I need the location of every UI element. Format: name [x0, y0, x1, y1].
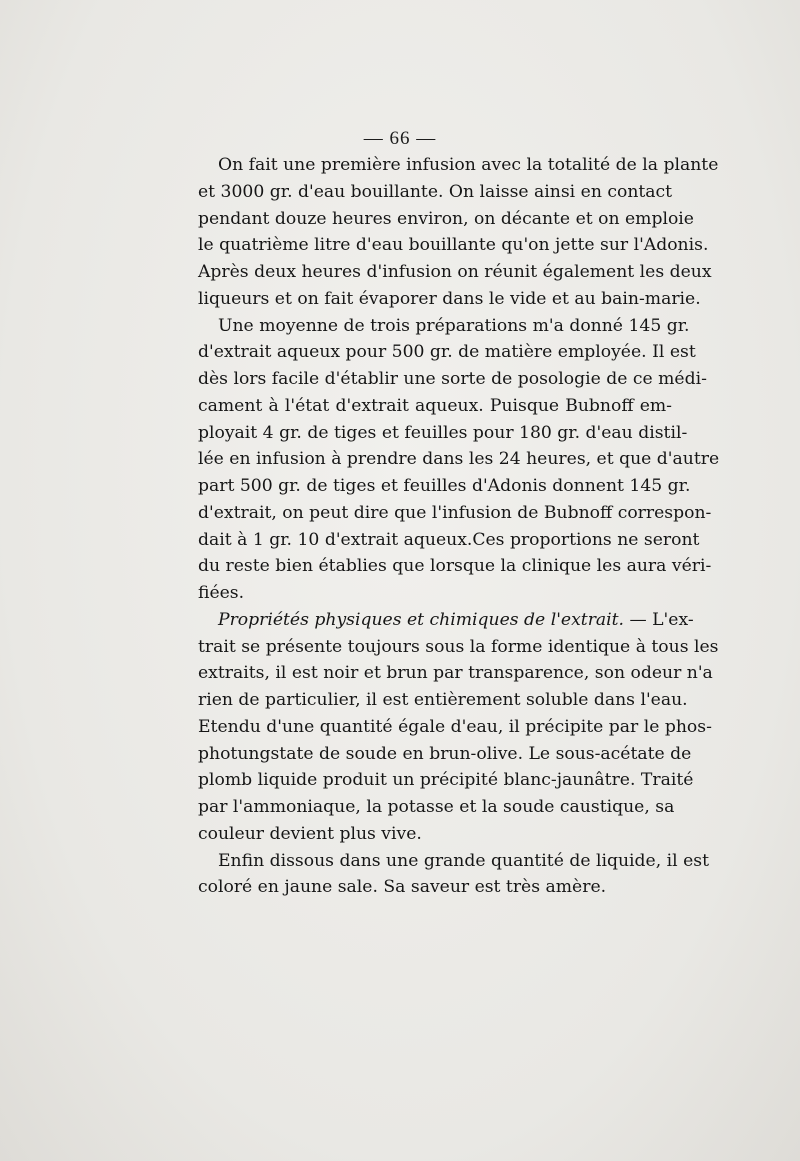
body-text	[198, 152, 720, 901]
text-line: Après deux heures d'infusion on réunit également les deux	[198, 262, 712, 282]
text-line: rien de particulier, il est entièrement soluble dans l'eau.	[198, 690, 688, 710]
text-line: dès lors facile d'établir une sorte de posologie de ce médi-	[198, 369, 707, 389]
text-line: Une moyenne de trois préparations m'a donné 145 gr.	[218, 315, 690, 336]
text-line: Etendu d'une quantité égale d'eau, il précipite par le phos-	[198, 716, 712, 737]
text-line: photungstate de soude en brun-olive. Le sous-acétate de	[198, 743, 692, 764]
page-number: — 66 —	[363, 128, 437, 149]
text-line: par l'ammoniaque, la potasse et la soude caustique, sa	[198, 797, 675, 817]
text-line: d'extrait aqueux pour 500 gr. de matière employée. Il est	[198, 342, 696, 363]
text-line: trait se présente toujours sous la forme identique à tous les	[198, 636, 719, 657]
text-line: On fait une première infusion avec la totalité de la plante	[218, 155, 719, 175]
section-heading: Propriétés physiques et chimiques de l'extrait.	[218, 609, 625, 630]
heading-continuation: — L'ex-	[624, 609, 694, 630]
text-line: extraits, il est noir et brun par transparence, son odeur n'a	[198, 663, 713, 684]
text-line: d'extrait, on peut dire que l'infusion de Bubnoff correspon-	[198, 502, 712, 523]
text-line: et 3000 gr. d'eau bouillante. On laisse ainsi en contact	[198, 181, 673, 202]
text-line: pendant douze heures environ, on décante et on emploie	[198, 208, 694, 229]
text-line: part 500 gr. de tiges et feuilles d'Adonis donnent 145 gr.	[198, 476, 691, 496]
text-line-heading	[198, 607, 694, 634]
text-line: coloré en jaune sale. Sa saveur est très amère.	[198, 877, 607, 898]
text-line: liqueurs et on fait évaporer dans le vide et au bain-marie.	[198, 288, 701, 309]
text-line: lée en infusion à prendre dans les 24 heures, et que d'autre	[198, 449, 720, 470]
text-line: fiées.	[198, 583, 245, 603]
text-line: plomb liquide produit un précipité blanc-jaunâtre. Traité	[198, 770, 694, 791]
text-line: le quatrième litre d'eau bouillante qu'on jette sur l'Adonis.	[198, 235, 709, 256]
text-line: ployait 4 gr. de tiges et feuilles pour 180 gr. d'eau distil-	[198, 422, 688, 443]
text-line: cament à l'état d'extrait aqueux. Puisque Bubnoff em-	[198, 395, 672, 416]
text-line: dait à 1 gr. 10 d'extrait aqueux.Ces proportions ne seront	[198, 529, 700, 550]
text-line: Enfin dissous dans une grande quantité de liquide, il est	[218, 850, 709, 871]
text-line: couleur devient plus vive.	[198, 823, 422, 844]
text-line: du reste bien établies que lorsque la clinique les aura véri-	[198, 556, 712, 577]
